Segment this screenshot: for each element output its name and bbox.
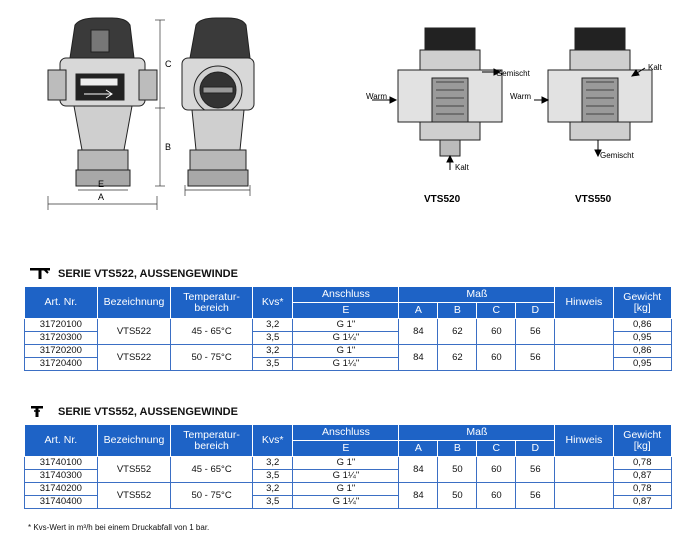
col-anschluss: Anschluss	[293, 287, 399, 303]
col-mass: Maß	[399, 425, 555, 441]
cell-e: G 1"	[293, 345, 399, 358]
dim-c-label: C	[165, 59, 172, 69]
technical-drawings	[0, 0, 700, 215]
cell-gewicht: 0,87	[613, 470, 671, 483]
cell-gewicht: 0,86	[613, 319, 671, 332]
cell-temp: 50 - 75°C	[171, 345, 253, 371]
cell-kvs: 3,2	[252, 483, 293, 496]
cell-kvs: 3,2	[252, 457, 293, 470]
col-gewicht: Gewicht [kg]	[613, 425, 671, 457]
cell-gewicht: 0,87	[613, 496, 671, 509]
dim-a-label: A	[98, 192, 105, 202]
spec-table-vts552	[24, 424, 672, 509]
cell-art: 31740400	[25, 496, 98, 509]
cell-temp: 50 - 75°C	[171, 483, 253, 509]
section2-title-text: SERIE VTS552, AUSSENGEWINDE	[58, 406, 238, 418]
vts520-warm-label: Warm	[366, 92, 388, 101]
cell-a: 84	[399, 345, 438, 371]
table-row	[25, 319, 672, 332]
cell-art: 31720300	[25, 332, 98, 345]
cell-e: G 1"	[293, 483, 399, 496]
cell-kvs: 3,5	[252, 470, 293, 483]
table-row	[25, 483, 672, 496]
cell-gewicht: 0,95	[613, 358, 671, 371]
table-row	[25, 457, 672, 470]
cell-kvs: 3,2	[252, 319, 293, 332]
cell-c: 60	[477, 319, 516, 345]
vts520-cross-section	[398, 28, 502, 156]
col-art: Art. Nr.	[25, 287, 98, 319]
col-kvs: Kvs*	[252, 425, 293, 457]
cell-bezeichnung: VTS522	[97, 319, 171, 345]
cell-art: 31740300	[25, 470, 98, 483]
cell-bezeichnung: VTS522	[97, 345, 171, 371]
cell-e: G 1¼"	[293, 496, 399, 509]
cell-art: 31720400	[25, 358, 98, 371]
col-temperatur: Temperatur-bereich	[171, 425, 253, 457]
vts550-gemischt-label: Gemischt	[600, 151, 634, 160]
col-art: Art. Nr.	[25, 425, 98, 457]
vts550-cross-section	[548, 28, 652, 140]
col-anschluss: Anschluss	[293, 425, 399, 441]
cell-art: 31740100	[25, 457, 98, 470]
table-row	[25, 345, 672, 358]
col-temperatur: Temperatur-bereich	[171, 287, 253, 319]
valve-front-view	[48, 18, 157, 186]
cell-b: 62	[438, 319, 477, 345]
vts550-title: VTS550	[575, 194, 612, 205]
cell-gewicht: 0,95	[613, 332, 671, 345]
cell-c: 60	[477, 483, 516, 509]
col-d: D	[516, 303, 555, 319]
cell-d: 56	[516, 457, 555, 483]
col-b: B	[438, 303, 477, 319]
cell-e: G 1¼"	[293, 470, 399, 483]
t-fitting-icon	[30, 406, 52, 418]
cell-art: 31720200	[25, 345, 98, 358]
col-bezeichnung: Bezeichnung	[97, 287, 171, 319]
footnote: * Kvs-Wert in m³/h bei einem Druckabfall von 1 bar.	[28, 523, 210, 532]
cell-c: 60	[477, 345, 516, 371]
cell-gewicht: 0,78	[613, 483, 671, 496]
cell-b: 50	[438, 483, 477, 509]
cell-c: 60	[477, 457, 516, 483]
cell-hinweis	[555, 457, 613, 483]
vts520-kalt-label: Kalt	[455, 163, 469, 172]
cell-d: 56	[516, 483, 555, 509]
col-d: D	[516, 441, 555, 457]
cell-b: 50	[438, 457, 477, 483]
vts550-warm-label: Warm	[510, 92, 532, 101]
col-a: A	[399, 303, 438, 319]
col-mass: Maß	[399, 287, 555, 303]
section1-title	[30, 268, 238, 280]
col-e: E	[293, 303, 399, 319]
t-fitting-icon	[30, 268, 52, 280]
spec-table-vts522	[24, 286, 672, 371]
cell-kvs: 3,2	[252, 345, 293, 358]
cell-a: 84	[399, 483, 438, 509]
col-b: B	[438, 441, 477, 457]
valve-side-view	[182, 18, 254, 186]
section2-title	[30, 406, 238, 418]
col-gewicht: Gewicht [kg]	[613, 287, 671, 319]
cell-d: 56	[516, 319, 555, 345]
cell-b: 62	[438, 345, 477, 371]
col-a: A	[399, 441, 438, 457]
section1-title-text: SERIE VTS522, AUSSENGEWINDE	[58, 268, 238, 280]
dim-e-label: E	[98, 179, 105, 189]
col-bezeichnung: Bezeichnung	[97, 425, 171, 457]
cell-hinweis	[555, 319, 613, 345]
cell-temp: 45 - 65°C	[171, 457, 253, 483]
col-kvs: Kvs*	[252, 287, 293, 319]
dim-b-label: B	[165, 142, 172, 152]
cell-a: 84	[399, 319, 438, 345]
cell-art: 31740200	[25, 483, 98, 496]
col-hinweis: Hinweis	[555, 425, 613, 457]
cell-gewicht: 0,86	[613, 345, 671, 358]
cell-bezeichnung: VTS552	[97, 457, 171, 483]
cell-kvs: 3,5	[252, 496, 293, 509]
cell-hinweis	[555, 483, 613, 509]
cell-bezeichnung: VTS552	[97, 483, 171, 509]
col-e: E	[293, 441, 399, 457]
col-c: C	[477, 441, 516, 457]
vts520-gemischt-label: Gemischt	[496, 69, 530, 78]
cell-e: G 1¼"	[293, 332, 399, 345]
cell-kvs: 3,5	[252, 358, 293, 371]
cell-e: G 1¼"	[293, 358, 399, 371]
cell-kvs: 3,5	[252, 332, 293, 345]
cell-hinweis	[555, 345, 613, 371]
cell-e: G 1"	[293, 319, 399, 332]
cell-art: 31720100	[25, 319, 98, 332]
cell-gewicht: 0,78	[613, 457, 671, 470]
cell-d: 56	[516, 345, 555, 371]
cell-e: G 1"	[293, 457, 399, 470]
vts520-title: VTS520	[424, 194, 461, 205]
col-hinweis: Hinweis	[555, 287, 613, 319]
vts550-kalt-label: Kalt	[648, 63, 662, 72]
cell-a: 84	[399, 457, 438, 483]
col-c: C	[477, 303, 516, 319]
cell-temp: 45 - 65°C	[171, 319, 253, 345]
